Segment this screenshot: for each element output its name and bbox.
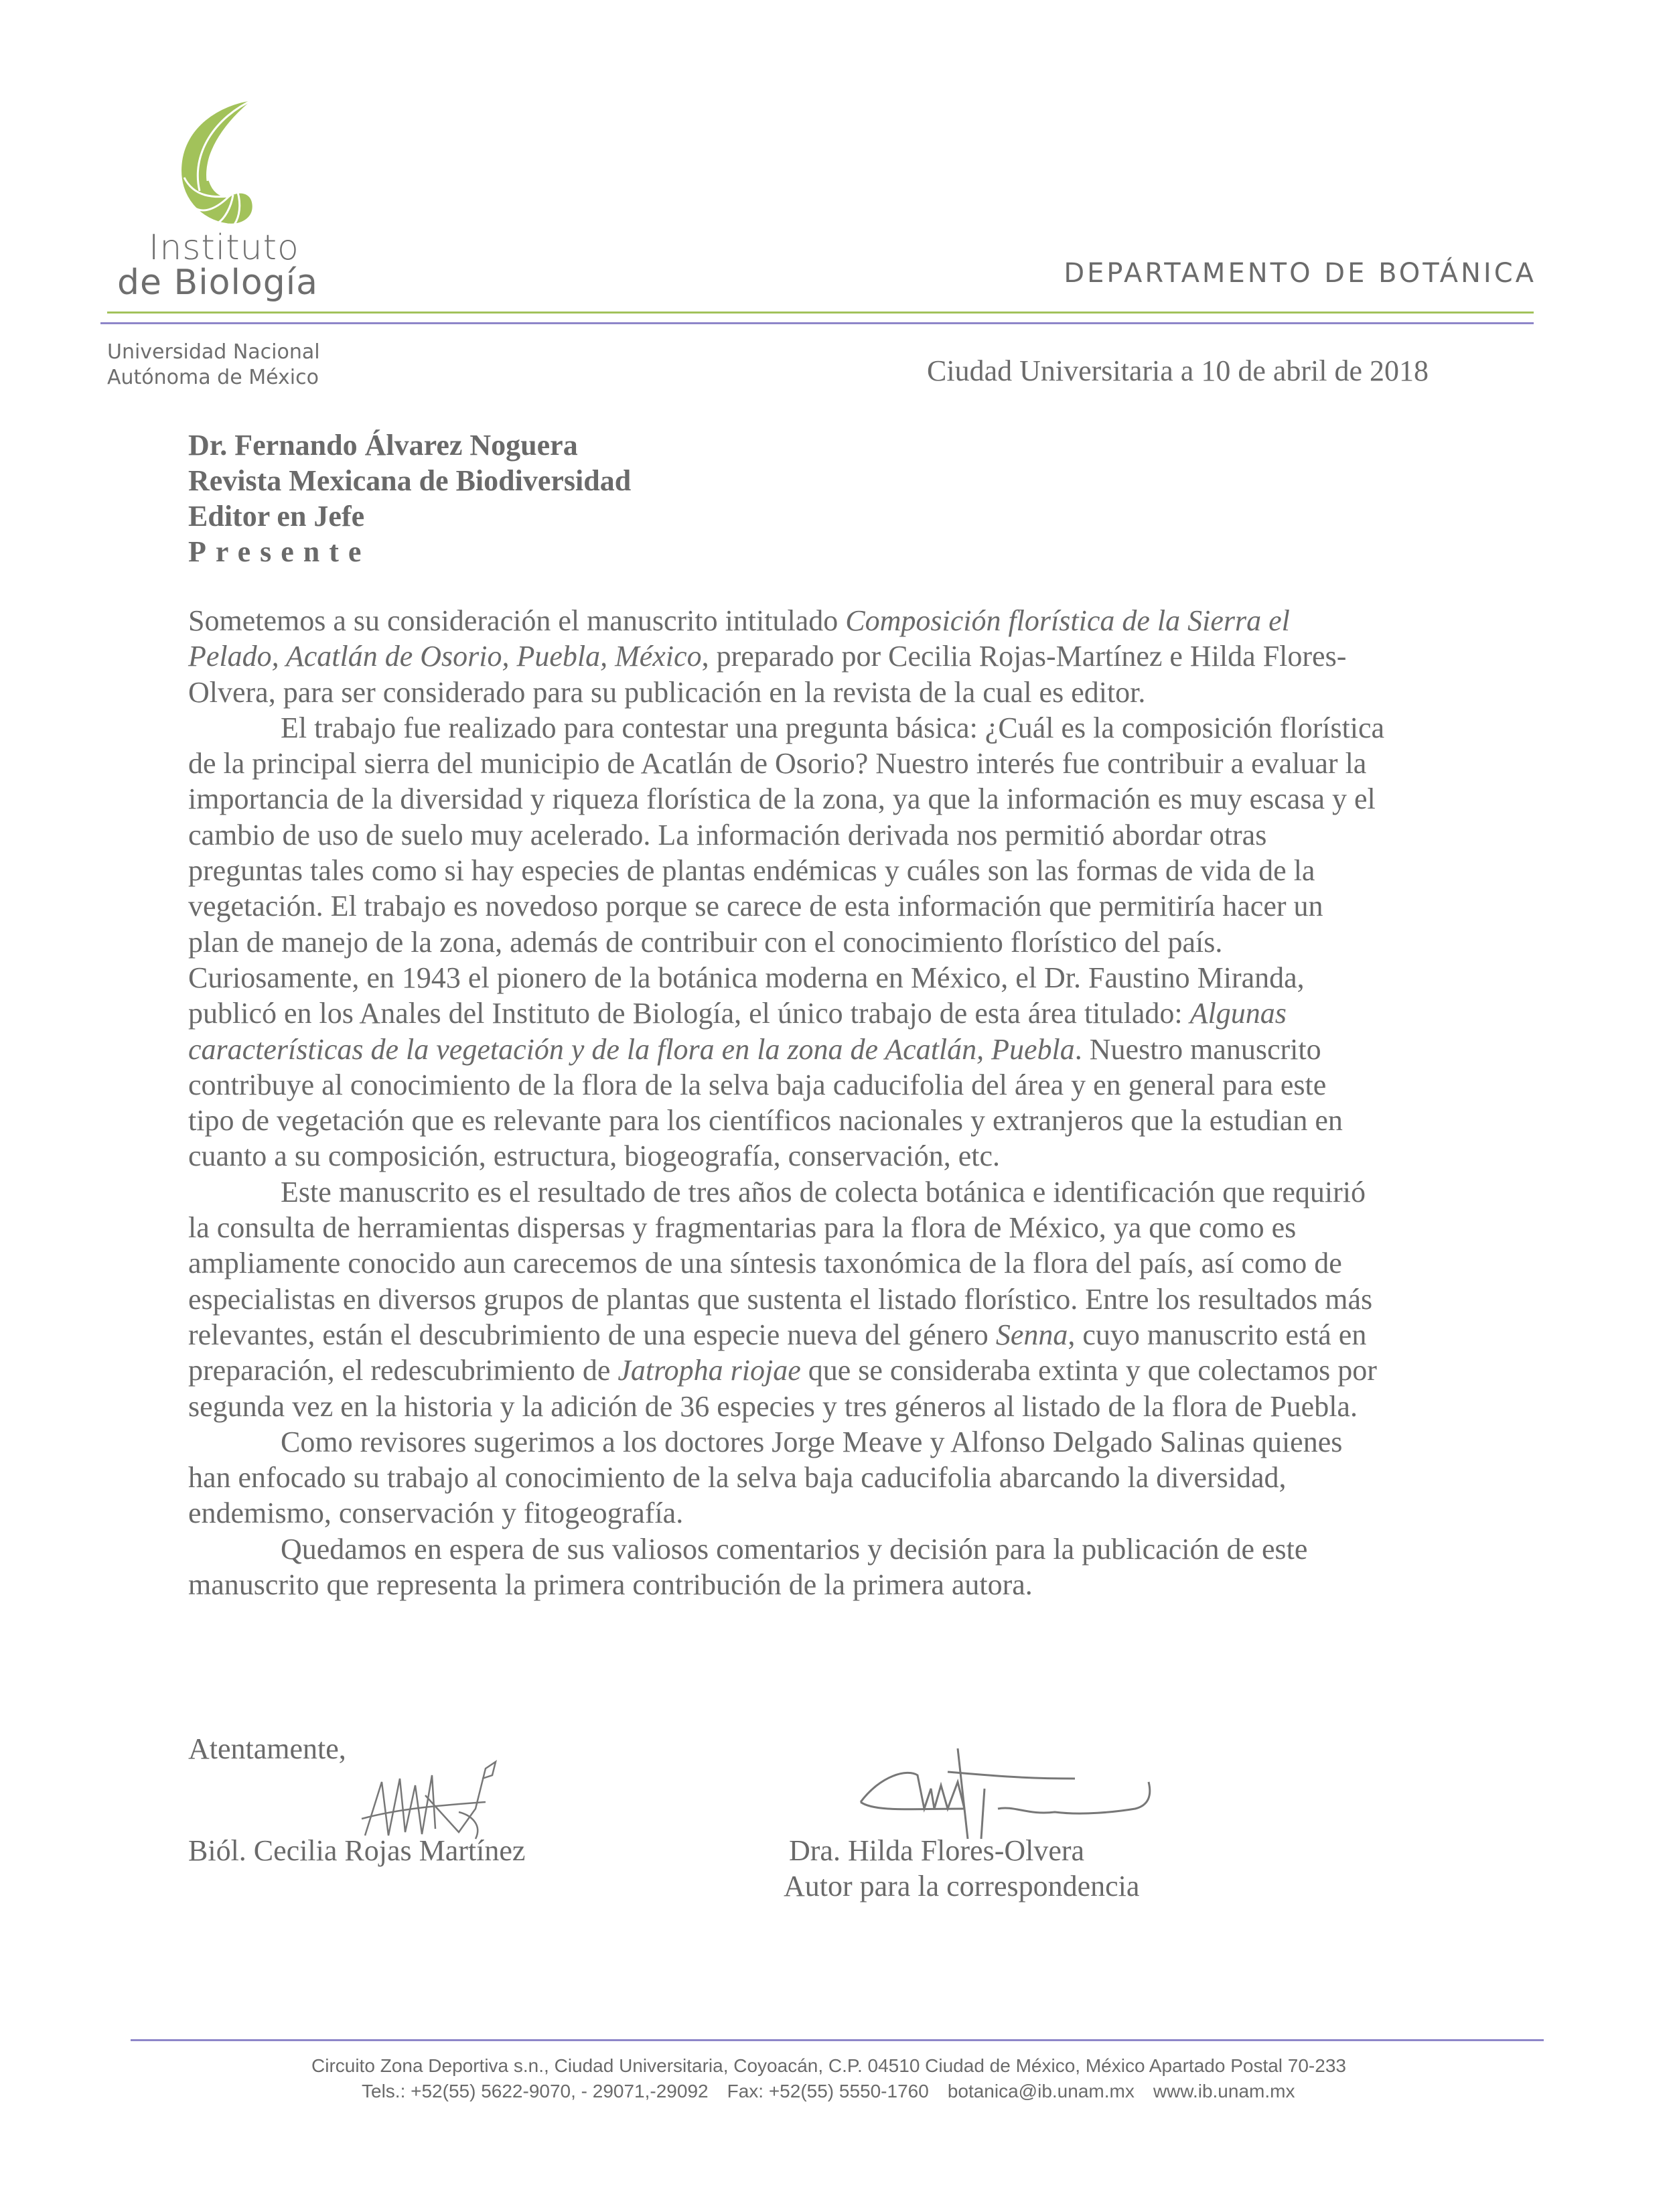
body-text: han enfocado su trabajo al conocimiento de la selva baja caducifolia abarcando la diversidad,	[188, 1461, 1287, 1495]
closing-salutation: Atentamente,	[188, 1732, 346, 1765]
body-text: importancia de la diversidad y riqueza florística de la zona, ya que la información es muy escasa y el	[188, 782, 1376, 816]
signatory-role-2: Autor para la correspondencia	[784, 1870, 1140, 1903]
recipient-journal: Revista Mexicana de Biodiversidad	[188, 464, 632, 497]
body-line	[188, 746, 1501, 781]
university-name-line1: Universidad Nacional	[107, 340, 320, 364]
header-divider-green	[107, 312, 1534, 314]
body-line	[188, 675, 1501, 710]
body-line	[188, 1174, 1501, 1210]
header-divider-purple	[100, 322, 1534, 324]
footer-divider	[131, 2039, 1544, 2041]
body-text: cambio de uso de suelo muy acelerado. La información derivada nos permitió abordar otras	[188, 818, 1267, 851]
footer-phones: Tels.: +52(55) 5622-9070, - 29071,-29092	[362, 2081, 709, 2101]
body-line	[188, 1210, 1501, 1245]
body-italic-text: características de la vegetación y de la flora en la zona de Acatlán, Puebla	[188, 1032, 1075, 1066]
body-line	[188, 853, 1501, 888]
body-line	[188, 1282, 1501, 1317]
body-line	[188, 1567, 1501, 1602]
body-text: Este manuscrito es el resultado de tres años de colecta botánica e identificación que requirió	[281, 1175, 1366, 1208]
body-line	[188, 710, 1501, 746]
body-text: contribuye al conocimiento de la flora de la selva baja caducifolia del área y en general para este	[188, 1068, 1327, 1101]
body-line	[188, 1032, 1501, 1067]
body-line	[188, 995, 1501, 1031]
body-text: relevantes, están el descubrimiento de una especie nueva del género	[188, 1318, 996, 1351]
body-text: Curiosamente, en 1943 el pionero de la botánica moderna en México, el Dr. Faustino Miranda,	[188, 961, 1305, 994]
body-text: plan de manejo de la zona, además de contribuir con el conocimiento florístico del país.	[188, 925, 1223, 959]
body-text: El trabajo fue realizado para contestar una pregunta básica: ¿Cuál es la composición florística	[281, 711, 1385, 744]
body-text: vegetación. El trabajo es novedoso porque se carece de esta información que permitiría hacer un	[188, 890, 1323, 923]
institute-name-line2: de Biología	[117, 263, 319, 303]
body-text: ampliamente conocido aun carecemos de una síntesis taxonómica de la flora del país, así como de	[188, 1247, 1342, 1280]
body-text: , preparado por Cecilia Rojas-Martínez e Hilda Flores-	[701, 640, 1347, 673]
body-line	[188, 924, 1501, 960]
body-italic-text: Composición florística de la Sierra el	[845, 604, 1290, 637]
body-line	[188, 1460, 1501, 1495]
body-text: publicó en los Anales del Instituto de Biología, el único trabajo de esta área titulado:	[188, 997, 1190, 1030]
recipient-block	[188, 427, 631, 569]
body-text: Quedamos en espera de sus valiosos comentarios y decisión para la publicación de este	[281, 1532, 1308, 1566]
institute-name-line1: Instituto	[149, 228, 299, 268]
body-line	[188, 1067, 1501, 1103]
department-title: DEPARTAMENTO DE BOTÁNICA	[1064, 258, 1536, 289]
body-italic-text: Pelado, Acatlán de Osorio, Puebla, México	[188, 640, 702, 673]
body-italic-text: Algunas	[1189, 997, 1287, 1030]
body-line	[188, 1317, 1501, 1353]
body-text: endemismo, conservación y fitogeografía.	[188, 1497, 684, 1530]
footer-contact	[362, 2081, 1313, 2102]
body-line	[188, 1424, 1501, 1460]
body-line	[188, 603, 1501, 638]
body-line	[188, 1389, 1501, 1424]
body-line	[188, 638, 1501, 674]
body-text: . Nuestro manuscrito	[1074, 1032, 1321, 1066]
body-line	[188, 1138, 1501, 1174]
body-line	[188, 1245, 1501, 1281]
footer-email-link[interactable]: botanica@ib.unam.mx	[947, 2081, 1135, 2101]
body-line	[188, 1103, 1501, 1138]
body-text: Sometemos a su consideración el manuscrito intitulado	[188, 604, 846, 637]
body-line	[188, 781, 1501, 817]
recipient-name: Dr. Fernando Álvarez Noguera	[188, 429, 578, 462]
footer-website-link[interactable]: www.ib.unam.mx	[1153, 2081, 1295, 2101]
body-text: especialistas en diversos grupos de plantas que sustenta el listado florístico. Entre los resultados más	[188, 1282, 1373, 1316]
footer-fax: Fax: +52(55) 5550-1760	[727, 2081, 929, 2101]
letter-body	[188, 603, 1501, 1602]
body-text: tipo de vegetación que es relevante para los científicos nacionales y extranjeros que la estudian en	[188, 1104, 1343, 1137]
body-line	[188, 1353, 1501, 1388]
body-text: la consulta de herramientas dispersas y fragmentarias para la flora de México, ya que como es	[188, 1211, 1297, 1245]
signature-flores-icon	[854, 1742, 1162, 1842]
body-text: Olvera, para ser considerado para su publicación en la revista de la cual es editor.	[188, 675, 1146, 709]
body-line	[188, 1495, 1501, 1531]
recipient-greeting: Presente	[188, 535, 371, 568]
body-text: manuscrito que representa la primera contribución de la primera autora.	[188, 1568, 1033, 1602]
recipient-role: Editor en Jefe	[188, 500, 365, 533]
body-text: preparación, el redescubrimiento de	[188, 1354, 618, 1387]
body-text: de la principal sierra del municipio de Acatlán de Osorio? Nuestro interés fue contribuir a evaluar la	[188, 747, 1367, 780]
institute-logo-icon	[154, 97, 268, 228]
body-text: Como revisores sugerimos a los doctores Jorge Meave y Alfonso Delgado Salinas quienes	[281, 1425, 1343, 1458]
body-line	[188, 817, 1501, 853]
footer-address: Circuito Zona Deportiva s.n., Ciudad Universitaria, Coyoacán, C.P. 04510 Ciudad de México, México Apartado Postal 70-233	[311, 2055, 1346, 2076]
signatory-name-2: Dra. Hilda Flores-Olvera	[789, 1834, 1085, 1867]
signature-rojas-icon	[358, 1755, 519, 1842]
body-line	[188, 888, 1501, 924]
date-line: Ciudad Universitaria a 10 de abril de 2018	[927, 354, 1429, 387]
body-text: cuanto a su composición, estructura, biogeografía, conservación, etc.	[188, 1139, 1000, 1173]
body-text: preguntas tales como si hay especies de plantas endémicas y cuáles son las formas de vida de la	[188, 854, 1315, 888]
signatory-name-1: Biól. Cecilia Rojas Martínez	[188, 1834, 526, 1867]
university-name-line2: Autónoma de México	[107, 366, 319, 389]
body-text: que se consideraba extinta y que colectamos por	[800, 1354, 1377, 1387]
body-italic-text: Jatropha riojae	[617, 1354, 801, 1387]
body-italic-text: Senna	[995, 1318, 1068, 1351]
body-text: segunda vez en la historia y la adición de 36 especies y tres géneros al listado de la flora de Puebla.	[188, 1389, 1358, 1423]
body-line	[188, 960, 1501, 995]
body-line	[188, 1531, 1501, 1567]
body-text: , cuyo manuscrito está en	[1068, 1318, 1367, 1351]
